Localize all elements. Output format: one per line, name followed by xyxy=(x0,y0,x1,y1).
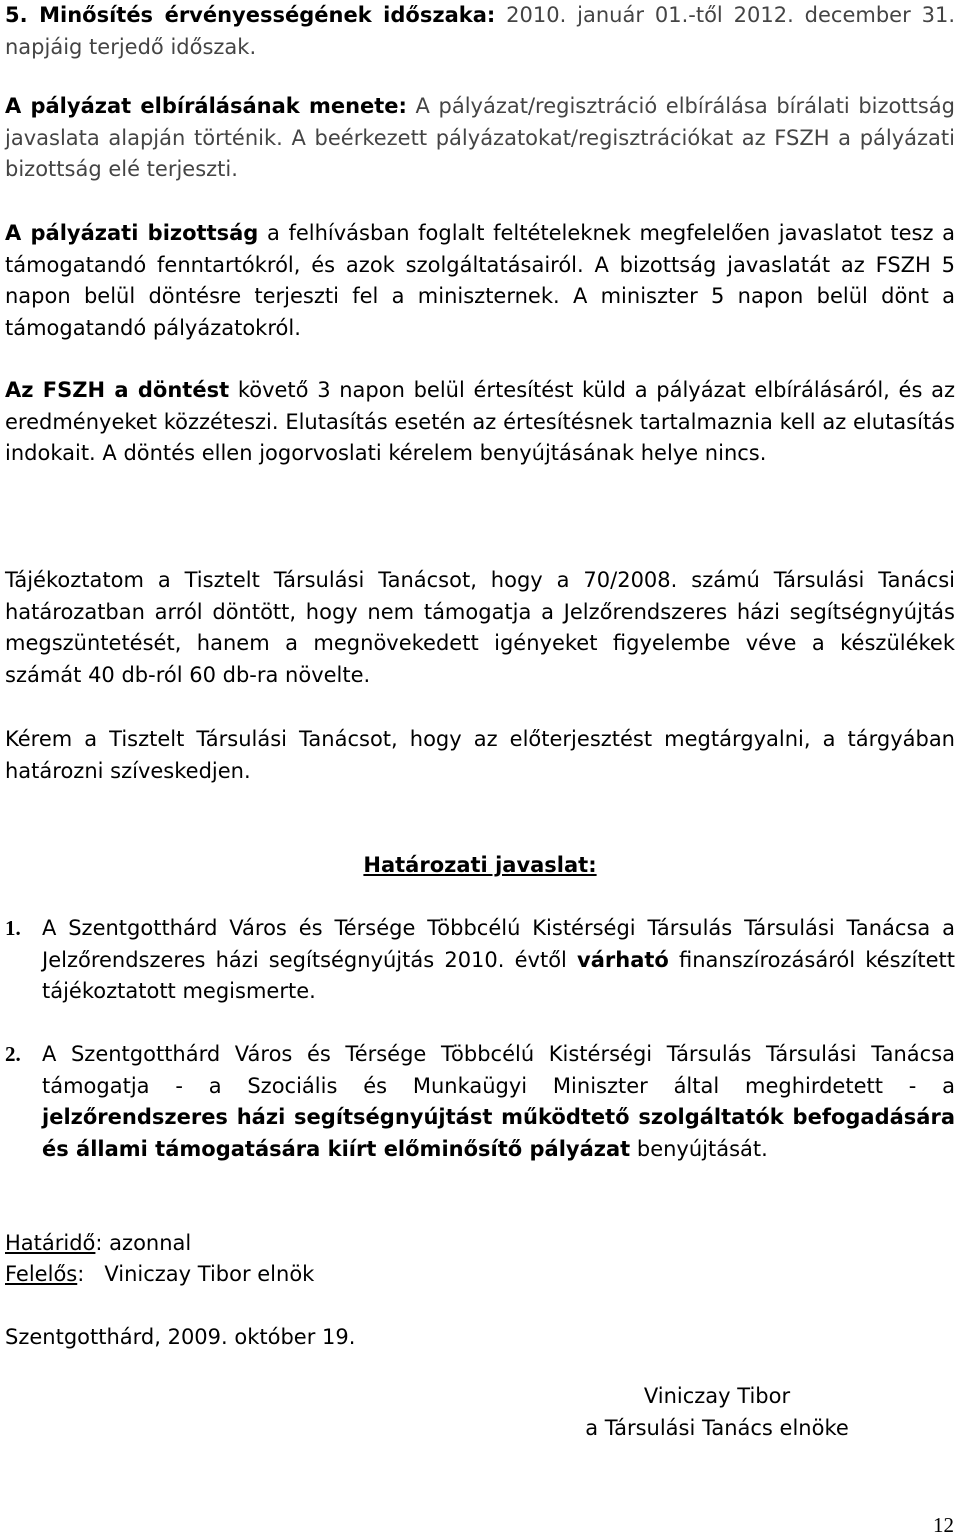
resolution-title xyxy=(5,850,955,882)
item-number: 2. xyxy=(5,1042,21,1066)
section-heading: A pályázat elbírálásának menete: xyxy=(5,94,407,118)
resolution-item-2 xyxy=(5,1039,955,1165)
page-number: 12 xyxy=(933,1513,954,1537)
responsible-line xyxy=(5,1259,955,1291)
signature-title: a Társulási Tanács elnöke xyxy=(585,1415,849,1440)
section-heading: 5. Minősítés érvényességének időszaka: xyxy=(5,3,496,27)
item-number: 1. xyxy=(5,916,21,940)
section-validity-period xyxy=(5,0,955,63)
section-text: A pályázat/regisztráció elbírálása bírálati bizottság javaslata alapján történik. A beérkezett pályázatokat/regisztrációkat az FSZH a pályázati bizottság elé terjeszti. xyxy=(5,94,955,181)
section-text: a felhívásban foglalt feltételeknek megfelelően javaslatot tesz a támogatandó fenntartókról, és azok szolgáltatásairól. A bizottság javaslatát az FSZH 5 napon belül döntésre terjeszti fel a miniszternek. A miniszter 5 napon belül dönt a támogatandó pályázatokról. xyxy=(5,221,956,340)
item-text xyxy=(42,1039,955,1165)
deadline-line xyxy=(5,1228,955,1260)
info-paragraph: Tájékoztatom a Tisztelt Társulási Tanácsot, hogy a 70/2008. számú Társulási Tanácsi határozatban arról döntött, hogy nem támogatja a Jelzőrendszeres házi segítségnyújtás megszüntetését, hanem a megnövekedett igényeket figyelembe véve a készülékek számát 40 db-ról 60 db-ra növelte. xyxy=(5,568,955,687)
section-heading: Az FSZH a döntést xyxy=(5,378,230,402)
item-text xyxy=(42,913,955,1008)
section-text: 2010. január 01.-től 2012. december 31. napjáig terjedő időszak. xyxy=(5,3,955,59)
item-text-bold: jelzőrendszeres házi segítségnyújtást működtető szolgáltatók befogadására és állami támogatására kiírt előminősítő pályázat xyxy=(42,1105,955,1161)
item-text-part: benyújtását. xyxy=(630,1136,768,1161)
section-committee xyxy=(5,218,955,344)
signature-block xyxy=(517,1381,917,1444)
item-text-part: A Szentgotthárd Város és Térsége Többcélú Kistérségi Társulás Társulási Tanácsa támogatja - a Szociális és Munkaügyi Miniszter által meghirdetett - a xyxy=(42,1042,955,1098)
section-evaluation-process xyxy=(5,91,955,186)
request-paragraph: Kérem a Tisztelt Társulási Tanácsot, hogy az előterjesztést megtárgyalni, a tárgyában határozni szíveskedjen. xyxy=(5,727,955,783)
item-text-part: A Szentgotthárd Város és Térsége Többcélú Kistérségi Társulás Társulási Tanácsa a Jelzőrendszeres házi segítségnyújtás 2010. évtől xyxy=(42,916,955,972)
resolution-item-1 xyxy=(5,913,955,1008)
resolution-title-text: Határozati javaslat: xyxy=(363,853,597,877)
section-text: követő 3 napon belül értesítést küld a pályázat elbírálásáról, és az eredményeket közzéteszi. Elutasítás esetén az értesítésnek tartalmaznia kell az elutasítás indokait. A döntés ellen jogorvoslati kérelem benyújtásának helye nincs. xyxy=(5,378,955,465)
place-date: Szentgotthárd, 2009. október 19. xyxy=(5,1325,356,1349)
signature-name: Viniczay Tibor xyxy=(643,1384,791,1408)
responsible-label: Felelős xyxy=(5,1262,78,1286)
section-decision xyxy=(5,375,955,470)
deadline-label: Határidő xyxy=(5,1231,96,1255)
item-text-part: finanszírozásáról készített tájékoztatott megismerte. xyxy=(42,947,955,1003)
deadline-value: : azonnal xyxy=(95,1231,192,1255)
item-text-bold: várható xyxy=(577,947,669,972)
responsible-value: : Viniczay Tibor elnök xyxy=(77,1262,315,1286)
section-heading: A pályázati bizottság xyxy=(5,221,259,245)
